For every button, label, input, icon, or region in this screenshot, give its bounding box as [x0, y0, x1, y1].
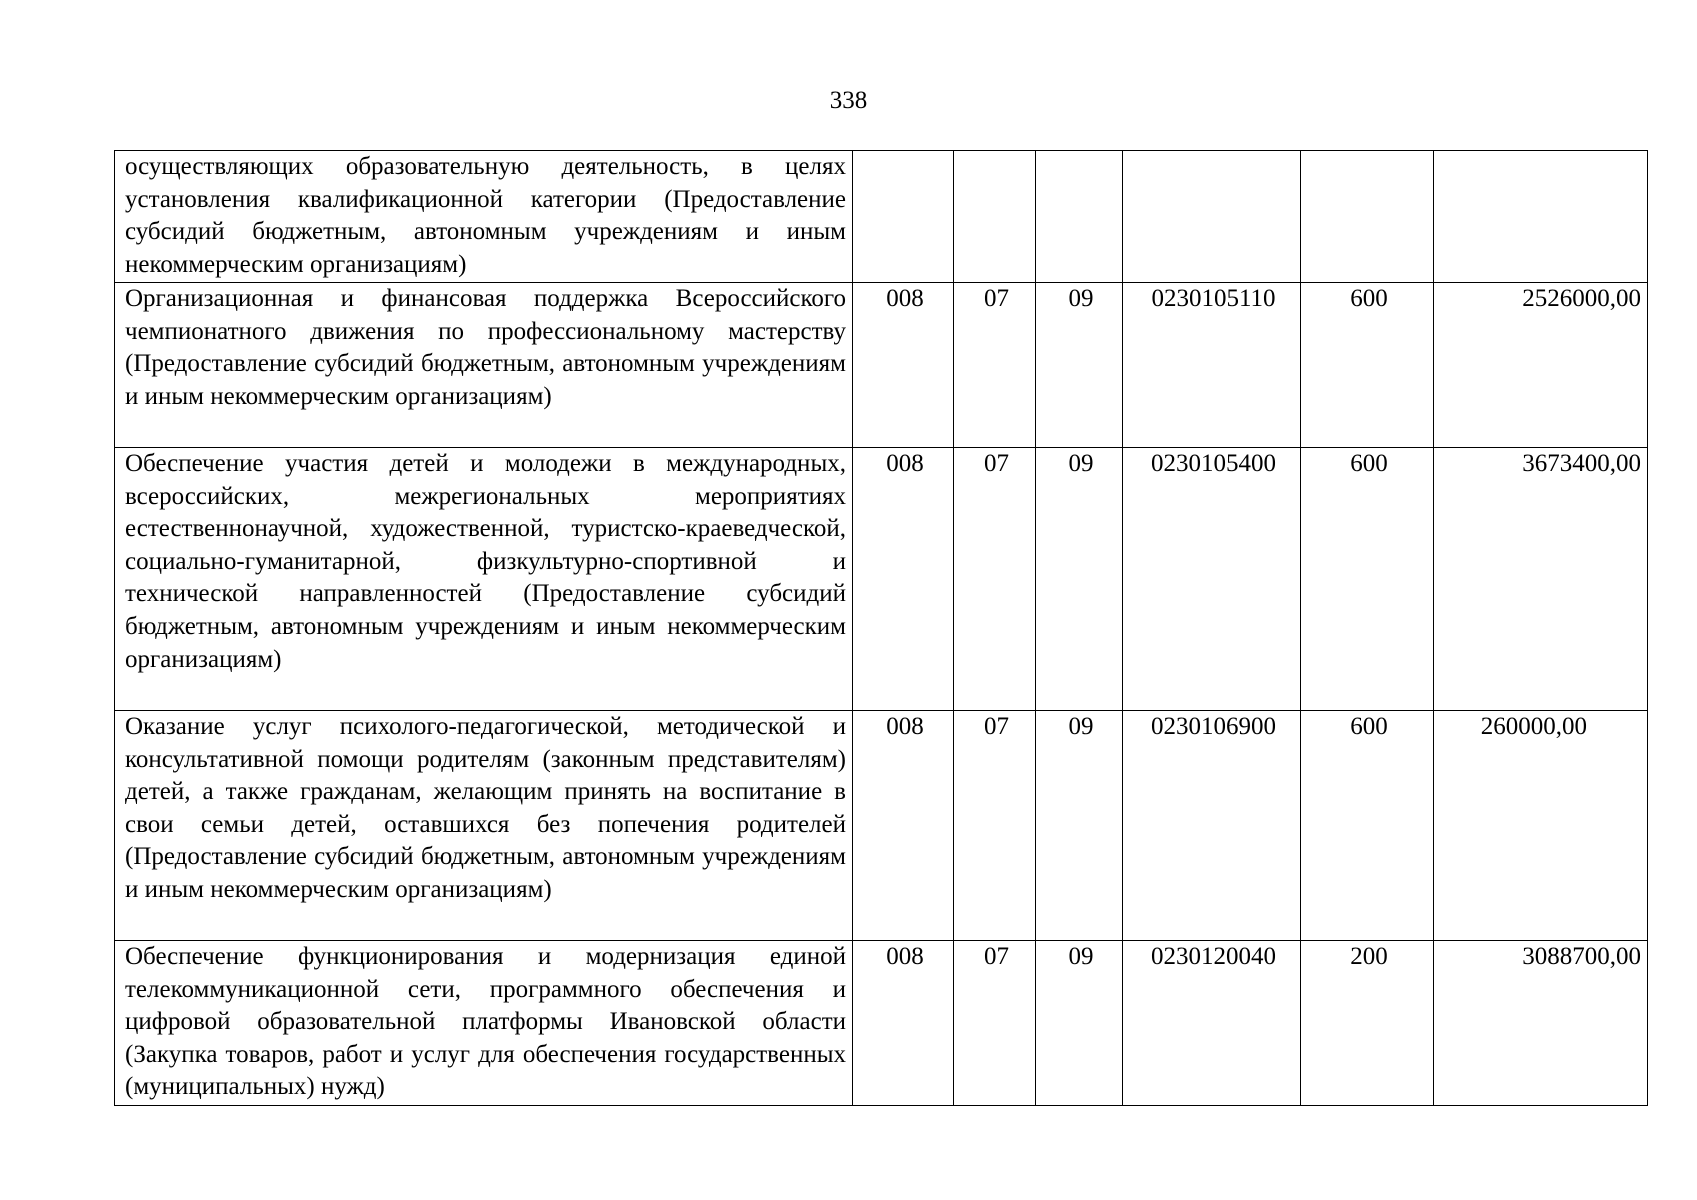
amount: 3673400,00 — [1434, 448, 1648, 711]
amount: 3088700,00 — [1434, 941, 1648, 1106]
ministry-code: 008 — [853, 448, 954, 711]
expense-type-code: 600 — [1301, 283, 1434, 448]
section-code: 07 — [954, 283, 1036, 448]
subsection-code — [1036, 151, 1123, 283]
page-number: 338 — [829, 87, 868, 114]
subsection-code: 09 — [1036, 448, 1123, 711]
table-row — [115, 448, 1648, 711]
amount: 260000,00 — [1434, 711, 1648, 941]
expense-type-code: 600 — [1301, 448, 1434, 711]
amount: 2526000,00 — [1434, 283, 1648, 448]
amount — [1434, 151, 1648, 283]
target-article-code: 0230105400 — [1123, 448, 1301, 711]
section-code: 07 — [954, 448, 1036, 711]
table-row — [115, 711, 1648, 941]
budget-table — [114, 150, 1648, 1106]
table-row — [115, 151, 1648, 283]
row-description: Организационная и финансовая поддержка Всероссийского чемпионатного движения по профессиональному мастерству (Предоставление субсидий бюджетным, автономным учреждениям и иным некоммерческим организациям) — [115, 283, 853, 448]
ministry-code: 008 — [853, 283, 954, 448]
table-row — [115, 941, 1648, 1106]
subsection-code: 09 — [1036, 941, 1123, 1106]
row-description: Обеспечение участия детей и молодежи в международных, всероссийских, межрегиональных мероприятиях естественнонаучной, художественной, туристско-краеведческой, социально-гуманитарной, физкультурно-спортивной и технической направленностей (Предоставление субсидий бюджетным, автономным учреждениям и иным некоммерческим организациям) — [115, 448, 853, 711]
row-description: Обеспечение функционирования и модернизация единой телекоммуникационной сети, программного обеспечения и цифровой образовательной платформы Ивановской области (Закупка товаров, работ и услуг для обеспечения государственных (муниципальных) нужд) — [115, 941, 853, 1106]
ministry-code: 008 — [853, 941, 954, 1106]
row-description: осуществляющих образовательную деятельность, в целях установления квалификационной категории (Предоставление субсидий бюджетным, автономным учреждениям и иным некоммерческим организациям) — [115, 151, 853, 283]
expense-type-code: 600 — [1301, 711, 1434, 941]
row-description: Оказание услуг психолого-педагогической, методической и консультативной помощи родителям (законным представителям) детей, а также гражданам, желающим принять на воспитание в свои семьи детей, оставшихся без попечения родителей (Предоставление субсидий бюджетным, автономным учреждениям и иным некоммерческим организациям) — [115, 711, 853, 941]
section-code: 07 — [954, 711, 1036, 941]
target-article-code — [1123, 151, 1301, 283]
target-article-code: 0230120040 — [1123, 941, 1301, 1106]
expense-type-code — [1301, 151, 1434, 283]
ministry-code: 008 — [853, 711, 954, 941]
target-article-code: 0230105110 — [1123, 283, 1301, 448]
expense-type-code: 200 — [1301, 941, 1434, 1106]
subsection-code: 09 — [1036, 711, 1123, 941]
ministry-code — [853, 151, 954, 283]
target-article-code: 0230106900 — [1123, 711, 1301, 941]
table-row — [115, 283, 1648, 448]
subsection-code: 09 — [1036, 283, 1123, 448]
section-code: 07 — [954, 941, 1036, 1106]
section-code — [954, 151, 1036, 283]
